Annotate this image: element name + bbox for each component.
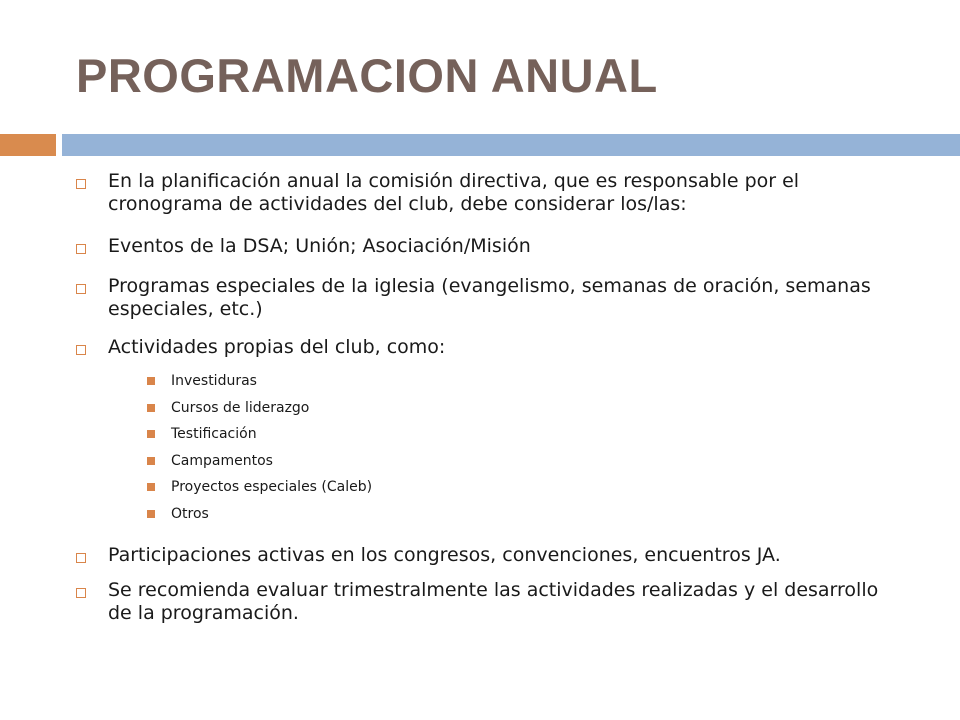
box-bullet-icon <box>76 553 86 563</box>
sub-list-item-text: Proyectos especiales (Caleb) <box>171 479 373 495</box>
box-bullet-icon <box>76 284 86 294</box>
box-bullet-icon <box>76 179 86 189</box>
sub-list-item <box>76 371 896 398</box>
accent-bar <box>0 134 56 156</box>
bullet-list <box>76 170 896 625</box>
list-item-text: En la planificación anual la comisión directiva, que es responsable por el cronograma de actividades del club, debe considerar los/las: <box>108 170 800 215</box>
sub-list-item-text: Otros <box>171 505 209 522</box>
list-item <box>76 235 896 258</box>
sub-list-item-text: Cursos de liderazgo <box>171 399 310 416</box>
square-bullet-icon <box>147 483 155 491</box>
header-bar <box>62 134 960 156</box>
box-bullet-icon <box>76 588 86 598</box>
sub-list-item <box>76 398 896 425</box>
list-item-text: Eventos de la DSA; Unión; Asociación/Misión <box>108 235 531 257</box>
list-item-text: Participaciones activas en los congresos, convenciones, encuentros JA. <box>108 544 781 566</box>
sub-list-item-text: Campamentos <box>171 452 273 469</box>
list-item <box>76 170 896 216</box>
list-item-text: Se recomienda evaluar trimestralmente las actividades realizadas y el desarrollo de la programación. <box>108 579 879 624</box>
list-item <box>76 275 896 321</box>
list-item-text: Actividades propias del club, como: <box>108 336 446 358</box>
square-bullet-icon <box>147 430 155 438</box>
sub-list-item <box>76 424 896 451</box>
sub-list-item-text: Investiduras <box>171 373 257 389</box>
sub-list-item-text: Testificación <box>171 426 257 442</box>
list-item-text: Programas especiales de la iglesia (evangelismo, semanas de oración, semanas especiales, etc.) <box>108 275 871 320</box>
sub-list-item <box>76 477 896 504</box>
square-bullet-icon <box>147 457 155 465</box>
square-bullet-icon <box>147 404 155 412</box>
list-item <box>76 579 896 625</box>
box-bullet-icon <box>76 244 86 254</box>
square-bullet-icon <box>147 510 155 518</box>
sub-bullet-list <box>76 371 896 530</box>
list-item <box>76 336 896 359</box>
list-item <box>76 544 896 567</box>
slide-title: PROGRAMACION ANUAL <box>76 49 658 102</box>
square-bullet-icon <box>147 377 155 385</box>
sub-list-item <box>76 451 896 478</box>
sub-list-item <box>76 504 896 531</box>
box-bullet-icon <box>76 345 86 355</box>
